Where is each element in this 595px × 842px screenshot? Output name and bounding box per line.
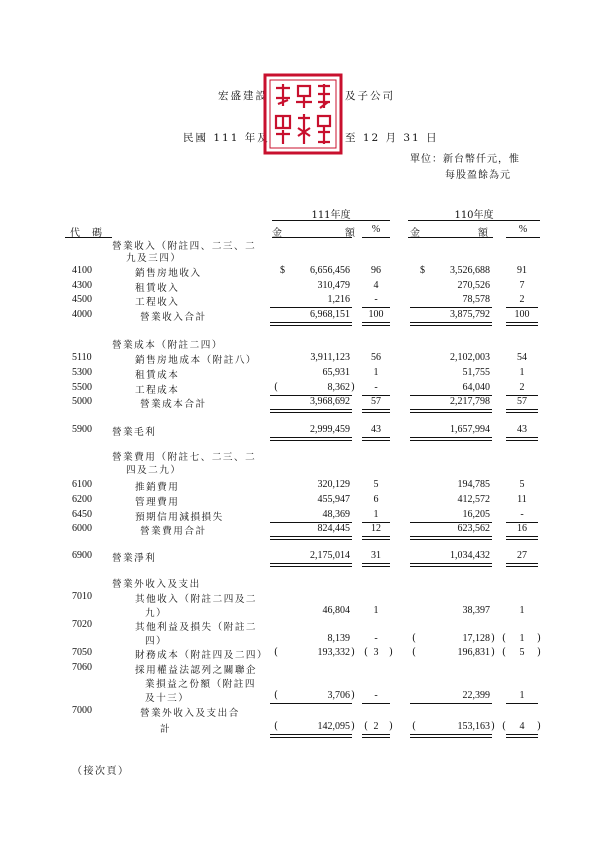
amount-cell: 2,217,798 [450, 396, 490, 407]
auditor-seal [262, 72, 344, 156]
double-underline [410, 437, 492, 441]
double-underline [362, 563, 390, 567]
row-label: 銷售房地收入 [135, 268, 202, 279]
paren-open: ( [412, 721, 416, 732]
amount-cell: 2,102,003 [450, 352, 490, 363]
amount-cell: 3,526,688 [450, 265, 490, 276]
amount-cell: 824,445 [317, 523, 350, 534]
percent-cell: 16 [517, 523, 527, 534]
percent-cell: 5 [373, 479, 379, 490]
percent-cell: 100 [514, 309, 530, 320]
row-label: 營業毛利 [112, 427, 157, 438]
paren-open: ( [502, 647, 506, 658]
percent-cell: 57 [371, 396, 381, 407]
row-label: 營業收入（附註四、二三、二 [112, 241, 257, 252]
amount-cell: 8,139 [327, 633, 350, 644]
percent-cell: 6 [373, 494, 379, 505]
percent-cell: 2 [373, 721, 379, 732]
row-code: 5500 [72, 382, 92, 393]
amount2-header-rule [408, 237, 493, 238]
paren-close: ) [351, 647, 355, 658]
paren-open: ( [502, 633, 506, 644]
single-underline [362, 703, 390, 704]
percent-cell: 57 [517, 396, 527, 407]
double-underline [506, 563, 538, 567]
row-code: 6900 [72, 550, 92, 561]
amount-cell: 412,572 [457, 494, 490, 505]
company-name-left: 宏盛建設 [218, 90, 268, 102]
row-label: 推銷費用 [135, 482, 180, 493]
single-underline [506, 307, 538, 308]
percent-cell: - [374, 690, 378, 701]
double-underline [506, 322, 538, 326]
row-code: 6200 [72, 494, 92, 505]
row-label: 預期信用減損損失 [135, 512, 224, 523]
row-label: 工程成本 [135, 385, 180, 396]
double-underline [270, 536, 352, 540]
percent-cell: 5 [519, 647, 525, 658]
percent-cell: 31 [371, 550, 381, 561]
percent-header-2: % [518, 224, 528, 235]
percent-cell: 1 [373, 605, 379, 616]
percent-cell: 54 [517, 352, 527, 363]
percent-cell: 43 [517, 424, 527, 435]
amount-header-left-1: 金 [272, 228, 282, 239]
double-underline [506, 437, 538, 441]
percent-cell: 1 [519, 367, 525, 378]
amount-cell: 1,657,994 [450, 424, 490, 435]
amount-cell: 38,397 [462, 605, 490, 616]
row-label: 工程收入 [135, 297, 180, 308]
pct1-header-rule [362, 237, 390, 238]
amount-cell: 48,369 [322, 509, 350, 520]
company-name-right: 及子公司 [345, 90, 395, 102]
single-underline [270, 307, 352, 308]
row-label: 計 [160, 724, 172, 735]
percent-cell: 11 [517, 494, 527, 505]
continued-note: （接次頁） [72, 766, 130, 777]
amount-cell: 22,399 [462, 690, 490, 701]
amount-cell: 64,040 [462, 382, 490, 393]
row-code: 5110 [72, 352, 92, 363]
row-label: 營業成本（附註二四） [112, 340, 223, 351]
pct2-header-rule [506, 237, 540, 238]
amount-cell: 2,999,459 [310, 424, 350, 435]
double-underline [410, 563, 492, 567]
currency-symbol: $ [420, 265, 425, 276]
year1-underline [272, 220, 390, 221]
row-code: 7010 [72, 591, 92, 602]
paren-close: ) [491, 633, 495, 644]
row-label: 及十三） [145, 693, 190, 704]
period-right: 至 12 月 31 日 [345, 132, 439, 144]
percent-cell: - [520, 509, 524, 520]
percent-cell: - [374, 294, 378, 305]
currency-symbol: $ [280, 265, 285, 276]
row-code: 5000 [72, 396, 92, 407]
row-label: 營業收入合計 [140, 312, 207, 323]
amount-cell: 8,362 [327, 382, 350, 393]
row-code: 6000 [72, 523, 92, 534]
double-underline [270, 322, 352, 326]
amount-cell: 3,911,123 [310, 352, 350, 363]
amount-cell: 193,332 [317, 647, 350, 658]
paren-close: ) [389, 721, 393, 732]
amount-cell: 51,755 [462, 367, 490, 378]
paren-close: ) [351, 382, 355, 393]
paren-open: ( [364, 647, 368, 658]
amount-cell: 153,163 [457, 721, 490, 732]
double-underline [410, 322, 492, 326]
row-code: 5300 [72, 367, 92, 378]
amount-header-right-1: 額 [345, 228, 355, 239]
single-underline [362, 307, 390, 308]
double-underline [410, 409, 492, 413]
amount-cell: 2,175,014 [310, 550, 350, 561]
double-underline [270, 409, 352, 413]
percent-header-1: % [371, 224, 381, 235]
amount-cell: 65,931 [322, 367, 350, 378]
amount-cell: 3,706 [327, 690, 350, 701]
amount-cell: 1,216 [327, 294, 350, 305]
row-code: 5900 [72, 424, 92, 435]
row-label: 九） [145, 608, 168, 619]
row-label: 租賃成本 [135, 370, 180, 381]
amount-cell: 78,578 [462, 294, 490, 305]
row-label: 管理費用 [135, 497, 180, 508]
paren-close: ) [537, 647, 541, 658]
row-label: 財務成本（附註四及二四） [135, 650, 269, 661]
row-code: 7060 [72, 662, 92, 673]
row-code: 7020 [72, 619, 92, 630]
row-label: 營業淨利 [112, 553, 157, 564]
row-label: 營業成本合計 [140, 399, 207, 410]
paren-close: ) [537, 721, 541, 732]
percent-cell: - [374, 633, 378, 644]
amount-cell: 3,875,792 [450, 309, 490, 320]
paren-open: ( [274, 382, 278, 393]
double-underline [362, 322, 390, 326]
amount-cell: 310,479 [317, 280, 350, 291]
double-underline [270, 437, 352, 441]
paren-open: ( [274, 721, 278, 732]
amount-cell: 455,947 [317, 494, 350, 505]
paren-close: ) [389, 647, 393, 658]
double-underline [362, 536, 390, 540]
row-code: 4300 [72, 280, 92, 291]
single-underline [270, 703, 352, 704]
row-code: 4000 [72, 309, 92, 320]
percent-cell: 91 [517, 265, 527, 276]
single-underline [506, 703, 538, 704]
single-underline [410, 307, 492, 308]
percent-cell: 1 [373, 367, 379, 378]
period-left: 民國 111 年及 [183, 132, 270, 144]
percent-cell: 2 [519, 382, 525, 393]
year1-header: 111年度 [311, 210, 351, 221]
unit-line-1: 單位：新台幣仟元，惟 [410, 154, 520, 165]
double-underline [410, 734, 492, 738]
row-label: 營業外收入及支出 [112, 579, 201, 590]
paren-close: ) [537, 633, 541, 644]
percent-cell: 4 [519, 721, 525, 732]
double-underline [270, 563, 352, 567]
paren-open: ( [502, 721, 506, 732]
amount-cell: 270,526 [457, 280, 490, 291]
percent-cell: 4 [373, 280, 379, 291]
percent-cell: 1 [519, 605, 525, 616]
paren-open: ( [412, 647, 416, 658]
row-label: 其他收入（附註二四及二 [135, 594, 258, 605]
row-code: 4100 [72, 265, 92, 276]
row-label: 業損益之份額（附註四 [145, 679, 256, 690]
row-label: 營業費用（附註七、二三、二 [112, 452, 257, 463]
paren-close: ) [491, 647, 495, 658]
unit-line-2: 每股盈餘為元 [445, 170, 511, 181]
amount-cell: 46,804 [322, 605, 350, 616]
percent-cell: 96 [371, 265, 381, 276]
row-label: 四） [145, 636, 168, 647]
percent-cell: 100 [368, 309, 384, 320]
code-header: 代 碼 [70, 228, 103, 239]
amount-cell: 320,129 [317, 479, 350, 490]
amount-cell: 16,205 [462, 509, 490, 520]
amount-cell: 196,831 [457, 647, 490, 658]
percent-cell: 12 [371, 523, 381, 534]
amount1-header-rule [272, 237, 352, 238]
amount-cell: 6,656,456 [310, 265, 350, 276]
row-label: 採用權益法認列之關聯企 [135, 665, 258, 676]
percent-cell: 1 [373, 509, 379, 520]
row-code: 6100 [72, 479, 92, 490]
amount-cell: 194,785 [457, 479, 490, 490]
amount-cell: 142,095 [317, 721, 350, 732]
amount-cell: 3,968,692 [310, 396, 350, 407]
percent-cell: - [374, 382, 378, 393]
double-underline [410, 536, 492, 540]
percent-cell: 7 [519, 280, 525, 291]
row-label: 銷售房地成本（附註八） [135, 355, 258, 366]
percent-cell: 2 [519, 294, 525, 305]
paren-open: ( [364, 721, 368, 732]
double-underline [506, 536, 538, 540]
code-header-rule [65, 237, 112, 238]
row-label: 租賃收入 [135, 283, 180, 294]
row-label: 營業外收入及支出合 [140, 708, 240, 719]
percent-cell: 1 [519, 690, 525, 701]
amount-header-left-2: 金 [410, 228, 420, 239]
double-underline [362, 734, 390, 738]
year2-underline [408, 220, 540, 221]
amount-cell: 6,968,151 [310, 309, 350, 320]
amount-header-right-2: 額 [478, 228, 488, 239]
paren-open: ( [412, 633, 416, 644]
paren-open: ( [274, 690, 278, 701]
single-underline [410, 703, 492, 704]
paren-close: ) [351, 721, 355, 732]
year2-header: 110年度 [454, 210, 494, 221]
paren-close: ) [351, 690, 355, 701]
paren-close: ) [491, 721, 495, 732]
paren-open: ( [274, 647, 278, 658]
row-code: 4500 [72, 294, 92, 305]
double-underline [362, 409, 390, 413]
row-code: 7050 [72, 647, 92, 658]
row-label: 九及三四） [126, 253, 182, 264]
percent-cell: 27 [517, 550, 527, 561]
double-underline [506, 409, 538, 413]
amount-cell: 17,128 [462, 633, 490, 644]
row-label: 四及二九） [126, 465, 182, 476]
double-underline [362, 437, 390, 441]
percent-cell: 56 [371, 352, 381, 363]
percent-cell: 43 [371, 424, 381, 435]
row-label: 其他利益及損失（附註二 [135, 622, 258, 633]
double-underline [270, 734, 352, 738]
percent-cell: 5 [519, 479, 525, 490]
amount-cell: 623,562 [457, 523, 490, 534]
percent-cell: 3 [373, 647, 379, 658]
row-code: 7000 [72, 705, 92, 716]
row-code: 6450 [72, 509, 92, 520]
percent-cell: 1 [519, 633, 525, 644]
row-label: 營業費用合計 [140, 526, 207, 537]
amount-cell: 1,034,432 [450, 550, 490, 561]
double-underline [506, 734, 538, 738]
